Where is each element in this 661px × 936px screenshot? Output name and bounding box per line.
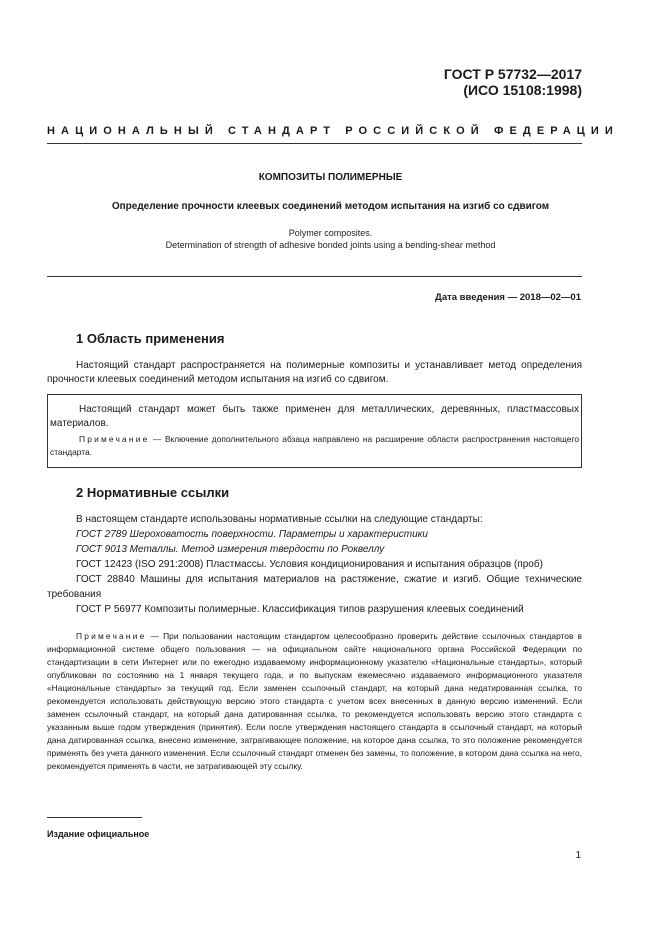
reference-item: ГОСТ Р 56977 Композиты полимерные. Классификация типов разрушения клеевых соединений	[76, 604, 524, 615]
introduction-date: Дата введения — 2018—02—01	[435, 292, 581, 303]
english-title-line2: Determination of strength of adhesive bonded joints using a bending-shear method	[165, 240, 496, 250]
reference-item: ГОСТ 2789 Шероховатость поверхности. Параметры и характеристики	[76, 529, 428, 540]
footer-divider	[47, 817, 142, 818]
banner-divider	[47, 143, 582, 144]
note-text: — При пользовании настоящим стандартом целесообразно проверить действие ссылочных стандартов в информационной системе общего пользования — на официальном сайте национального органа Российской Федерации по стандартизации в сети Интернет или по ежегодно издаваемому информационному указателю «Национальные стандарты», который опубликован по состоянию на 1 января текущего года, и по выпускам ежемесячно издаваемого информационного указателя «Национальные стандарты» за текущий год. Если заменен ссылочный стандарт, на который дана недатированная ссылка, то рекомендуется использовать действующую версию этого стандарта с учетом всех внесенных в данную версию изменений. Если заменен ссылочный стандарт, на который дана датированная ссылка, то рекомендуется использовать версию этого стандарта с указанным выше годом утверждения (принятия). Если после утверждения настоящего стандарта в ссылочный стандарт, на который дана датированная ссылка, внесено изменение, затрагивающее положение, на которое дана ссылка, то это положение рекомендуется применять без учета данного изменения. Если ссылочный стандарт отменен без замены, то положение, в котором дана ссылка на него, рекомендуется применять в части, не затрагивающей эту ссылку.	[47, 631, 582, 771]
note-label: Примечание	[76, 631, 147, 641]
document-title: КОМПОЗИТЫ ПОЛИМЕРНЫЕ	[258, 172, 403, 183]
references-note	[47, 630, 582, 773]
box-note	[50, 433, 579, 459]
official-edition-label: Издание официальное	[47, 829, 150, 839]
references-intro: В настоящем стандарте использованы нормативные ссылки на следующие стандарты:	[76, 514, 483, 525]
box-paragraph: Настоящий стандарт может быть также применен для металлических, деревянных, пластмассовых материалов.	[50, 404, 579, 429]
box-note-label: Примечание	[79, 434, 150, 444]
reference-item: ГОСТ 9013 Металлы. Метод измерения твердости по Роквеллу	[76, 544, 385, 555]
reference-item: ГОСТ 28840 Машины для испытания материалов на растяжение, сжатие и изгиб. Общие технические требования	[47, 574, 582, 600]
standard-number: ГОСТ Р 57732—2017	[443, 66, 582, 82]
normative-references-list	[47, 512, 582, 617]
document-subtitle: Определение прочности клеевых соединений методом испытания на изгиб со сдвигом	[111, 201, 550, 212]
box-note-text: — Включение дополнительного абзаца направлено на расширение области распространения настоящего стандарта.	[50, 434, 579, 457]
section-2-heading: 2 Нормативные ссылки	[76, 485, 230, 500]
national-addition-box	[47, 394, 582, 468]
standard-designation	[444, 66, 582, 98]
reference-item: ГОСТ 12423 (ISO 291:2008) Пластмассы. Условия кондиционирования и испытания образцов (проб)	[76, 559, 543, 570]
title-divider	[47, 276, 582, 277]
national-standard-banner: НАЦИОНАЛЬНЫЙ СТАНДАРТ РОССИЙСКОЙ ФЕДЕРАЦИИ	[47, 125, 619, 137]
page-number: 1	[575, 850, 581, 861]
section-1-paragraph: Настоящий стандарт распространяется на полимерные композиты и устанавливает метод определения прочности клеевых соединений методом испытания на изгиб со сдвигом.	[47, 360, 582, 385]
english-title-line1: Polymer composites.	[288, 228, 373, 238]
section-1-heading: 1 Область применения	[76, 331, 225, 346]
iso-number: (ИСО 15108:1998)	[463, 82, 582, 98]
